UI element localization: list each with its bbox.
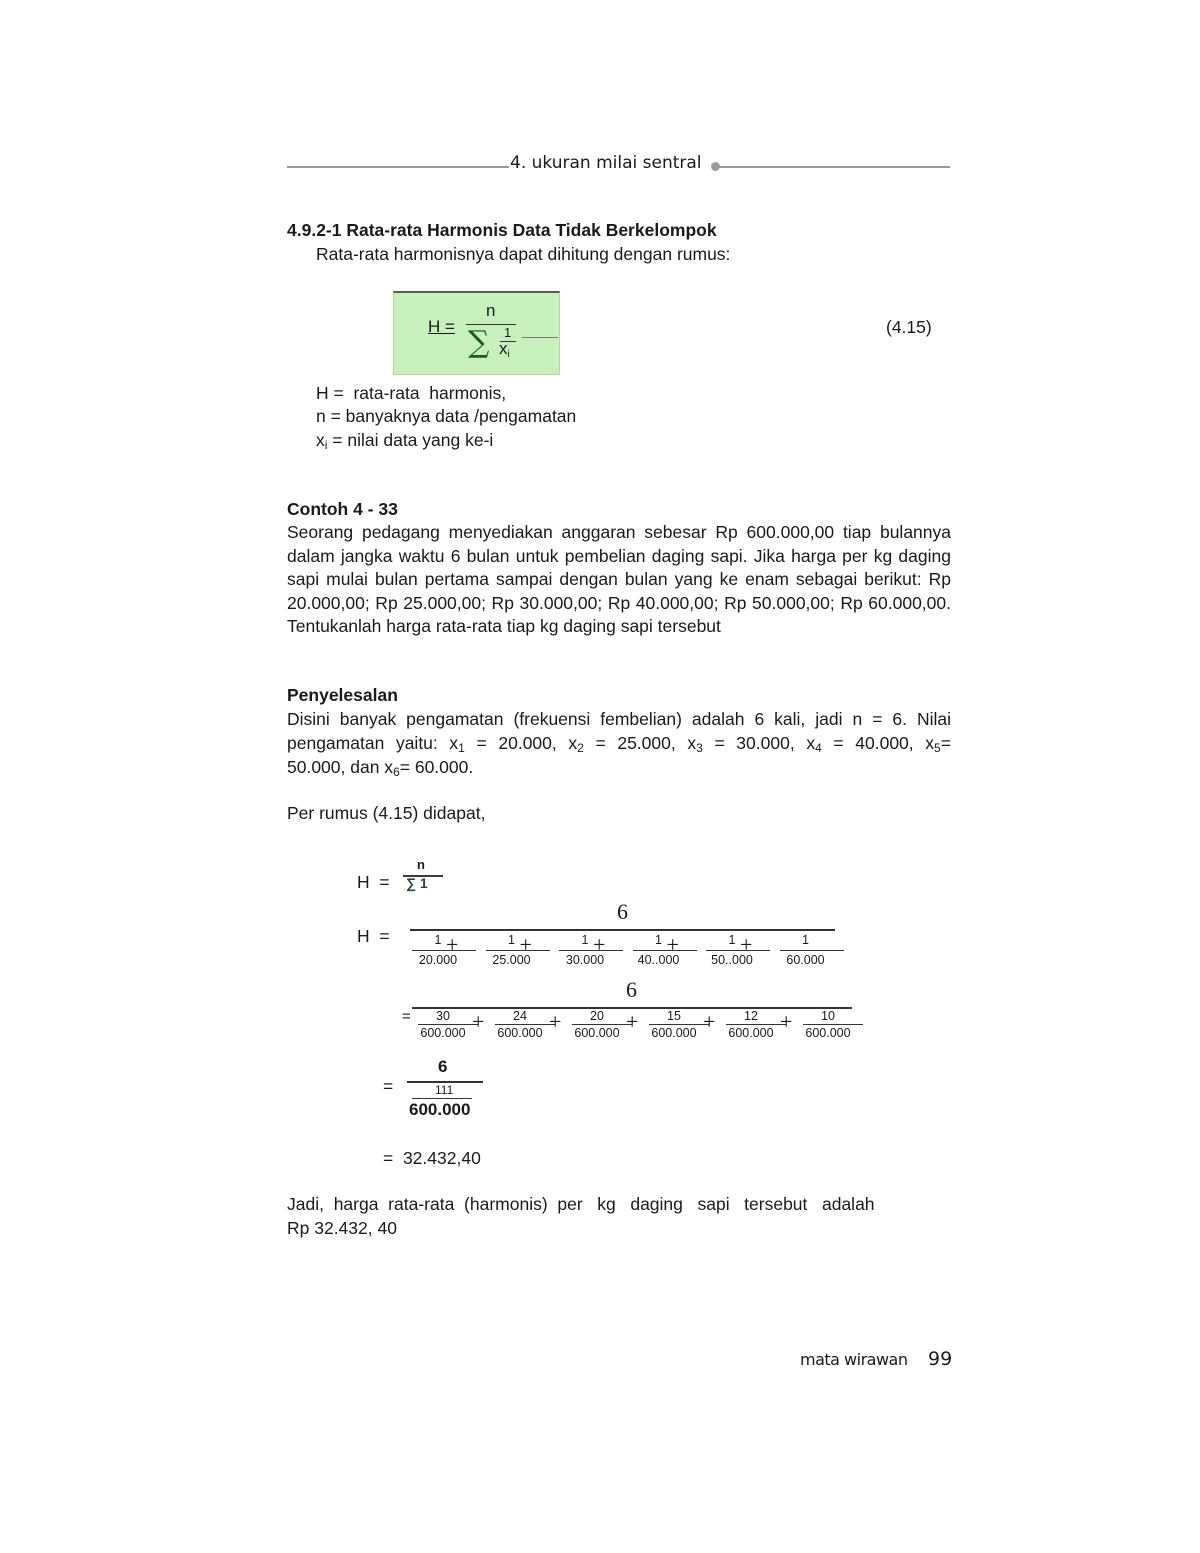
- fraction-denominator: 600.000: [651, 1026, 697, 1040]
- fraction-numerator: 15: [667, 1009, 681, 1023]
- solution-line2: pengamatan yaitu: $x_1 = 20.000$, $x_2 = 25.000$, $x_3 = 30.000$, $x_4 = 40.000$, $x_5=$: [287, 733, 951, 755]
- plus-sign: +: [703, 1009, 716, 1034]
- calc-sub-bar-3: [412, 1098, 472, 1099]
- formula-tail-line: [522, 337, 558, 338]
- sigma-icon: ∑: [468, 325, 490, 360]
- calc-h-label-2: H =: [357, 926, 390, 946]
- header-rule-right: [718, 166, 950, 168]
- fraction-numerator: 20: [590, 1009, 604, 1023]
- fraction-numerator: 1: [581, 933, 589, 947]
- fraction-denominator: 25.000: [492, 953, 531, 967]
- fraction-numerator: 12: [744, 1009, 758, 1023]
- fraction-bar: [803, 1024, 863, 1025]
- formula-lhs: H =: [428, 317, 455, 336]
- calc-numerator-3: 6: [438, 1057, 448, 1076]
- fraction-bar: [412, 950, 476, 951]
- header-rule-left: [287, 166, 509, 168]
- calc-small-n: n: [417, 857, 425, 872]
- per-rumus: Per rumus (4.15) didapat,: [287, 803, 486, 823]
- solution-title: Penyelesalan: [287, 685, 398, 705]
- plus-sign: +: [593, 932, 606, 957]
- plus-sign: +: [472, 1009, 485, 1034]
- solution-line1: Disini banyak pengamatan (frekuensi fembelian) adalah 6 kali, jadi n = 6. Nilai: [287, 709, 951, 729]
- calc-h-label-1: H =: [357, 872, 390, 892]
- conclusion-line2: Rp 32.432, 40: [287, 1218, 397, 1238]
- fraction-bar: [486, 950, 550, 951]
- calc-subden-3: 600.000: [409, 1100, 471, 1119]
- fraction-numerator: 1: [508, 933, 515, 947]
- fraction-numerator: 1: [434, 933, 442, 947]
- def-x: $x_i$ = nilai data yang ke-i: [316, 430, 494, 452]
- fraction-numerator: 30: [436, 1009, 450, 1023]
- example-title: Contoh 4 - 33: [287, 499, 398, 519]
- fraction-denominator: 40..000: [637, 953, 680, 967]
- solution-line3: 50.000, dan $x_6= 60.000$.: [287, 757, 474, 779]
- formula-box: [393, 291, 560, 375]
- calc-numerator-1: 6: [617, 899, 628, 924]
- plus-sign: +: [519, 932, 532, 957]
- fraction-denominator: 600.000: [805, 1026, 851, 1040]
- fraction-numerator: 1: [802, 933, 809, 947]
- section-intro: Rata-rata harmonisnya dapat dihitung dengan rumus:: [316, 244, 731, 264]
- fraction-denominator: 50..000: [711, 953, 753, 967]
- calc-eq-2: =: [402, 1008, 411, 1025]
- formula-numerator: n: [486, 301, 496, 320]
- page-number: 99: [928, 1348, 953, 1370]
- fraction-numerator: 1: [728, 933, 736, 947]
- calc-main-bar-1: [410, 929, 835, 931]
- plus-sign: +: [780, 1009, 793, 1034]
- fraction-denominator: 600.000: [728, 1026, 774, 1040]
- plus-sign: +: [446, 932, 459, 957]
- fraction-bar: [649, 1024, 709, 1025]
- fraction-bar: [633, 950, 697, 951]
- fraction-bar: [572, 1024, 632, 1025]
- fraction-numerator: 24: [513, 1009, 527, 1023]
- fraction-denominator: 600.000: [497, 1026, 543, 1040]
- plus-sign: +: [626, 1009, 639, 1034]
- plus-sign: +: [666, 932, 679, 957]
- conclusion-line1: Jadi, harga rata-rata (harmonis) per kg daging sapi tersebut adalah: [287, 1194, 875, 1214]
- fraction-numerator: 10: [821, 1009, 835, 1023]
- fraction-bar: [495, 1024, 555, 1025]
- fraction-numerator: 1: [655, 933, 662, 947]
- calc-subnum-3: 111: [435, 1083, 454, 1097]
- def-n: n = banyaknya data /pengamatan: [316, 406, 577, 426]
- fraction-denominator: 30.000: [565, 953, 605, 967]
- fraction-denominator: 600.000: [574, 1026, 620, 1040]
- section-heading: 4.9.2-1 Rata-rata Harmonis Data Tidak Berkelompok: [287, 220, 717, 240]
- plus-sign: +: [549, 1009, 562, 1034]
- fraction-denominator: 60.000: [786, 953, 825, 967]
- chapter-title: 4. ukuran milai sentral: [510, 153, 702, 173]
- fraction-bar: [780, 950, 844, 951]
- formula-inner-den: $x_i$: [499, 339, 510, 360]
- calc-numerator-2: 6: [626, 977, 637, 1002]
- equation-number: (4.15): [886, 317, 932, 337]
- example-body: Seorang pedagang menyediakan anggaran sebesar Rp 600.000,00 tiap bulannya dalam jangka waktu 6 bulan untuk pembelian daging sapi. Jika harga per kg daging sapi mulai bulan pertama sampai dengan bulan yang ke enam sebagai berikut: Rp 20.000,00; Rp 25.000,00; Rp 30.000,00; Rp 40.000,00; Rp 50.000,00; Rp 60.000,00. Tentukanlah harga rata-rata tiap kg daging sapi tersebut: [287, 522, 951, 636]
- calc-result: = 32.432,40: [383, 1148, 481, 1168]
- fraction-bar: [418, 1024, 478, 1025]
- formula-inner-num: 1: [504, 325, 512, 340]
- calc-eq-3: =: [383, 1076, 394, 1096]
- footer-author: mata wirawan: [800, 1350, 908, 1369]
- fraction-denominator: 20.000: [418, 953, 458, 967]
- fraction-bar: [706, 950, 770, 951]
- fraction-bar: [559, 950, 623, 951]
- calc-small-sigma: ∑ 1: [406, 875, 428, 891]
- def-h: H = rata-rata harmonis,: [316, 383, 507, 403]
- fraction-bar: [726, 1024, 786, 1025]
- fraction-denominator: 600.000: [420, 1026, 466, 1040]
- plus-sign: +: [740, 932, 753, 957]
